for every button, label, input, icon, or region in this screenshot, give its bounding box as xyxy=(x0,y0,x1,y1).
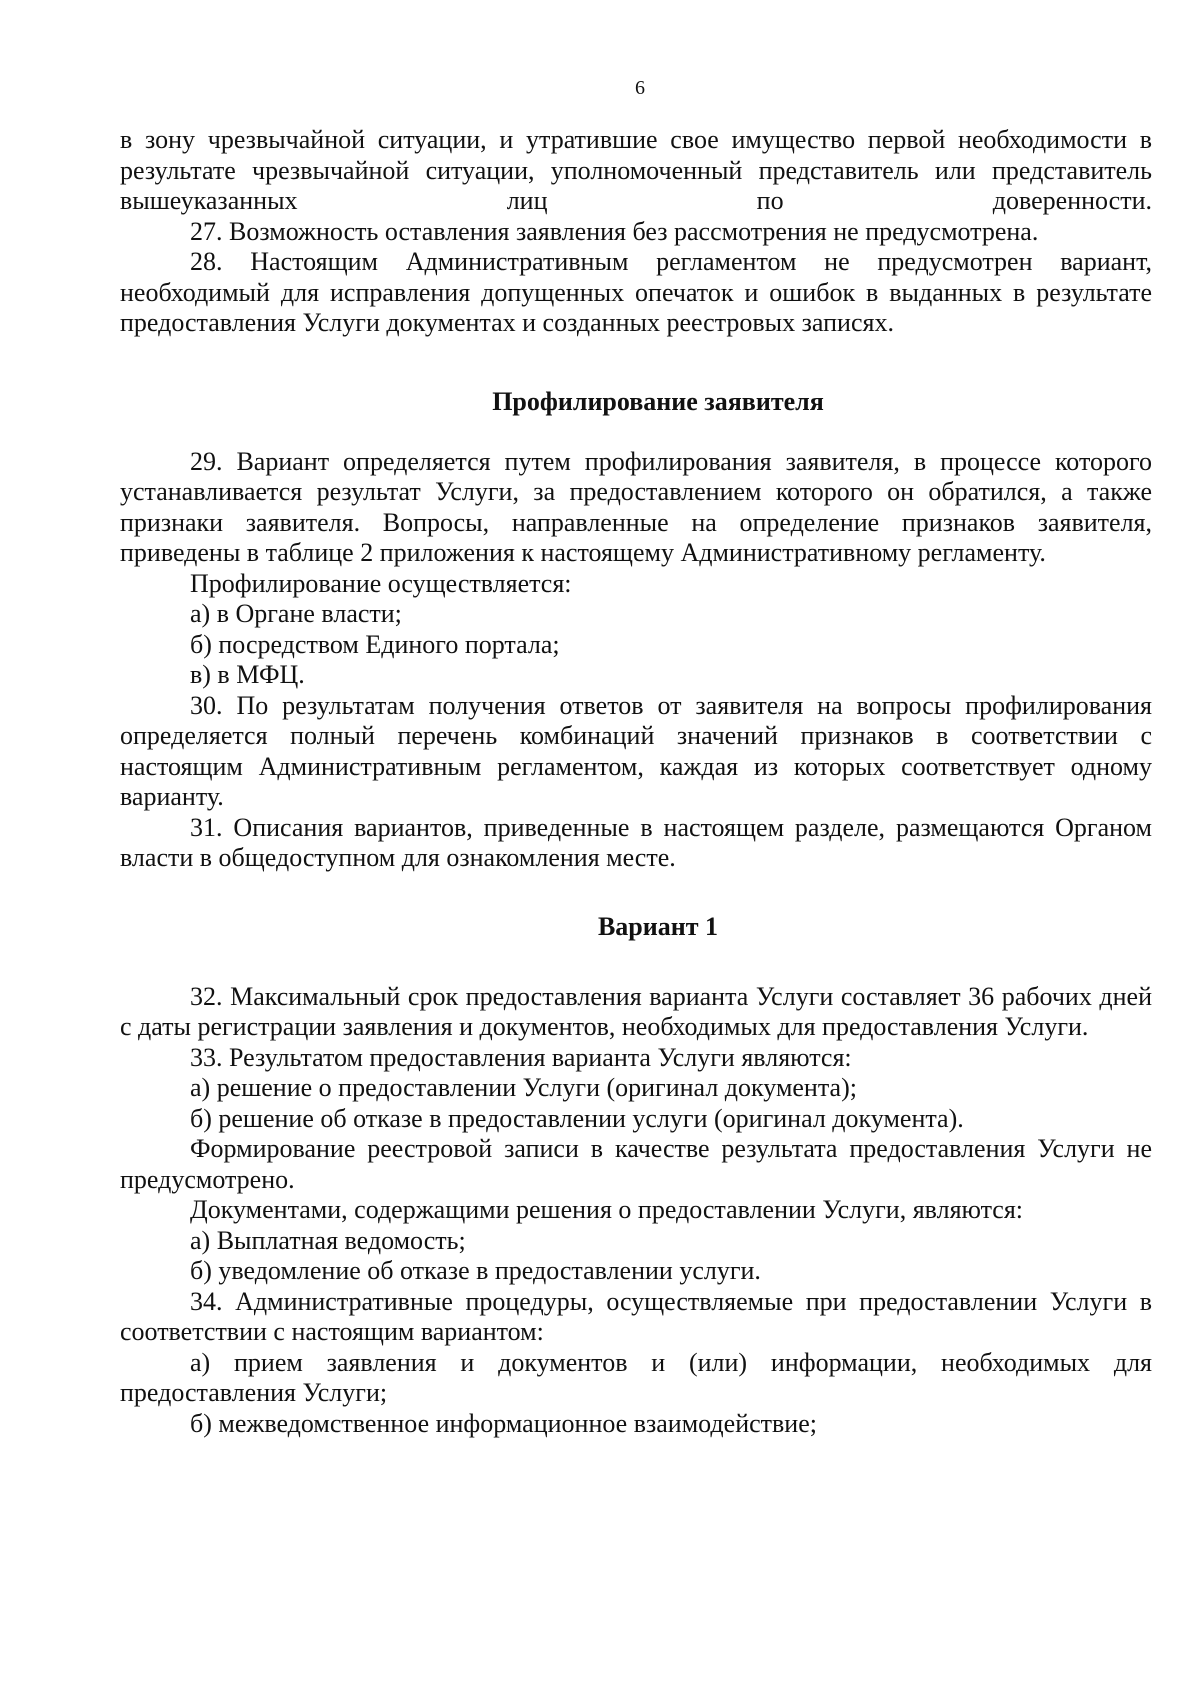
list-item-a: а) решение о предоставлении Услуги (оригинал документа); xyxy=(190,1073,857,1102)
list-item-v: в) в МФЦ. xyxy=(190,660,305,689)
paragraph-decision-documents: Документами, содержащими решения о предоставлении Услуги, являются: xyxy=(190,1195,1024,1224)
paragraph-27: 27. Возможность оставления заявления без рассмотрения не предусмотрена. xyxy=(190,216,1039,246)
paragraph-28: 28. Настоящим Административным регламентом не предусмотрен вариант, необходимый для исправления допущенных опечаток и ошибок в выданных в результате предоставления Услуги документах и созданных реестровых записях. xyxy=(120,247,1152,337)
paragraph-31: 31. Описания вариантов, приведенные в настоящем разделе, размещаются Органом власти в общедоступном для ознакомления месте. xyxy=(120,812,1152,872)
section-heading-profiling: Профилирование заявителя xyxy=(492,386,824,416)
document-body xyxy=(120,125,1152,1439)
page-number: 6 xyxy=(635,77,645,99)
paragraph-29: 29. Вариант определяется путем профилирования заявителя, в процессе которого устанавливается результат Услуги, за предоставлением которого он обратился, а также признаки заявителя. Вопросы, направленные на определение признаков заявителя, приведены в таблице 2 приложения к настоящему Административному регламенту. xyxy=(120,446,1152,567)
list-item-b: б) решение об отказе в предоставлении услуги (оригинал документа). xyxy=(190,1103,964,1133)
paragraph-continuation: в зону чрезвычайной ситуации, и утратившие свое имущество первой необходимости в результате чрезвычайной ситуации, уполномоченный представитель или представитель вышеуказанных лиц по доверенности. xyxy=(120,125,1152,215)
paragraph-registry-record: Формирование реестровой записи в качестве результата предоставления Услуги не предусмотрено. xyxy=(120,1134,1152,1194)
paragraph-profiling-intro: Профилирование осуществляется: xyxy=(190,568,572,598)
list-item-b: б) посредством Единого портала; xyxy=(190,629,560,659)
paragraph-34: 34. Административные процедуры, осуществляемые при предоставлении Услуги в соответствии с настоящим вариантом: xyxy=(120,1286,1152,1346)
paragraph-33: 33. Результатом предоставления варианта Услуги являются: xyxy=(190,1042,852,1072)
list-item-a: а) Выплатная ведомость; xyxy=(190,1225,466,1255)
paragraph-32: 32. Максимальный срок предоставления варианта Услуги составляет 36 рабочих дней с даты регистрации заявления и документов, необходимых для предоставления Услуги. xyxy=(120,981,1152,1041)
paragraph-30: 30. По результатам получения ответов от заявителя на вопросы профилирования определяется полный перечень комбинаций значений признаков в соответствии с настоящим Административным регламентом, каждая из которых соответствует одному варианту. xyxy=(120,690,1152,811)
section-heading-variant-1: Вариант 1 xyxy=(597,911,719,941)
list-item-a: а) прием заявления и документов и (или) информации, необходимых для предоставления Услуги; xyxy=(120,1347,1152,1407)
list-item-b: б) межведомственное информационное взаимодействие; xyxy=(190,1408,817,1438)
list-item-a: а) в Органе власти; xyxy=(190,599,402,628)
list-item-b: б) уведомление об отказе в предоставлении услуги. xyxy=(190,1256,761,1285)
